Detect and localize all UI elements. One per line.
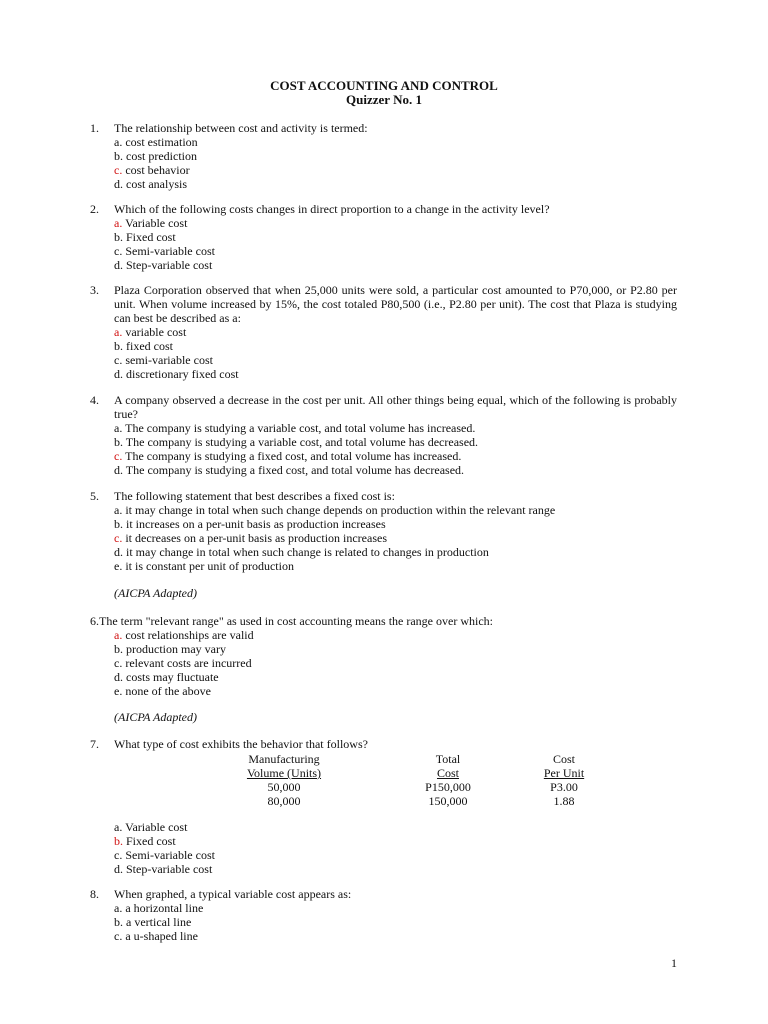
option-b [114,642,677,656]
option-text: a vertical line [126,915,192,929]
option-letter: c. [114,929,123,943]
option-letter: e. [114,684,123,698]
option-text: cost analysis [126,177,187,191]
option-text: Semi-variable cost [125,848,215,862]
option-letter: d. [114,545,123,559]
option-c [114,848,677,862]
option-a [114,503,677,517]
option-a [114,421,677,435]
option-letter: c. [114,656,123,670]
option-text: none of the above [125,684,211,698]
question-number: 1. [90,121,99,135]
option-c [114,163,677,177]
answer-marker-letter: a. [114,216,123,230]
option-list [114,135,677,191]
question-3 [90,283,677,381]
answer-marker-letter: c. [114,449,123,463]
option-letter: d. [114,367,123,381]
option-text: relevant costs are incurred [125,656,252,670]
option-d [114,258,677,272]
question-number: 5. [90,489,99,503]
option-text: Variable cost [125,216,188,230]
option-letter: c. [114,244,123,258]
option-list [114,820,677,876]
answer-marker-letter: c. [114,163,123,177]
column-total-cost [406,752,490,808]
option-a [114,901,677,915]
option-list [114,628,677,698]
option-text: a horizontal line [125,901,204,915]
option-text: The company is studying a fixed cost, and total volume has increased. [125,449,462,463]
option-text: production may vary [126,642,226,656]
question-number: 2. [90,202,99,216]
option-text: it may change in total when such change is related to changes in production [126,545,489,559]
option-d [114,862,677,876]
answer-marker-letter: a. [114,628,123,642]
option-text: costs may fluctuate [126,670,219,684]
question-stem: Which of the following costs changes in direct proportion to a change in the activity level? [114,202,550,216]
option-c [114,449,677,463]
option-letter: b. [114,230,123,244]
question-6 [90,614,677,698]
option-letter: a. [114,135,123,149]
option-letter: b. [114,339,123,353]
table-cell: 80,000 [267,794,301,808]
option-b [114,834,677,848]
option-text: cost estimation [125,135,198,149]
option-letter: b. [114,642,123,656]
option-letter: b. [114,435,123,449]
option-letter: e. [114,559,123,573]
question-stem: What type of cost exhibits the behavior that follows? [114,737,368,751]
option-letter: c. [114,848,123,862]
option-text: it may change in total when such change depends on production within the relevant range [125,503,556,517]
option-letter: d. [114,670,123,684]
question-stem: 6.The term "relevant range" as used in cost accounting means the range over which: [90,614,493,628]
option-d [114,367,677,381]
option-b [114,230,677,244]
option-text: cost relationships are valid [125,628,254,642]
question-number: 8. [90,887,99,901]
question-7-options [90,820,677,876]
option-letter: a. [114,421,123,435]
option-letter: d. [114,463,123,477]
option-letter: b. [114,915,123,929]
option-text: it increases on a per-unit basis as production increases [126,517,386,531]
question-2 [90,202,677,272]
option-c [114,244,677,258]
column-header: Volume (Units) [246,766,322,780]
question-5 [90,489,677,573]
option-text: The company is studying a fixed cost, and total volume has decreased. [125,463,465,477]
option-letter: b. [114,149,123,163]
table-cell: P3.00 [550,780,578,794]
option-text: it is constant per unit of production [125,559,294,573]
option-c [114,929,677,943]
option-d [114,177,677,191]
option-d [114,545,677,559]
table-cell: 1.88 [553,794,575,808]
column-header: Cost [552,752,575,766]
option-text: semi-variable cost [125,353,213,367]
option-text: Semi-variable cost [125,244,215,258]
option-text: cost prediction [126,149,197,163]
option-e [114,684,677,698]
source-note: (AICPA Adapted) [114,586,197,600]
answer-marker-letter: c. [114,531,123,545]
option-text: discretionary fixed cost [126,367,239,381]
option-a [114,325,677,339]
option-text: The company is studying a variable cost, and total volume has decreased. [125,435,479,449]
option-text: cost behavior [125,163,190,177]
option-c [114,353,677,367]
option-text: Variable cost [125,820,188,834]
column-header: Cost [436,766,459,780]
option-list [114,216,677,272]
question-number: 7. [90,737,99,751]
question-number: 4. [90,393,99,407]
question-8 [90,887,677,943]
option-list [114,325,677,381]
column-volume [226,752,342,808]
option-letter: c. [114,353,123,367]
option-list [114,421,677,477]
option-letter: a. [114,901,123,915]
option-letter: a. [114,503,123,517]
column-header: Manufacturing [248,752,320,766]
page-title: COST ACCOUNTING AND CONTROL [270,78,498,93]
option-text: it decreases on a per-unit basis as production increases [125,531,387,545]
option-a [114,135,677,149]
option-list [114,901,677,943]
option-c [114,531,677,545]
option-a [114,216,677,230]
option-text: Fixed cost [126,834,176,848]
page-subtitle: Quizzer No. 1 [346,92,422,107]
option-b [114,435,677,449]
option-b [114,149,677,163]
option-text: variable cost [125,325,187,339]
question-4 [90,393,677,477]
option-text: Step-variable cost [126,862,213,876]
table-cell: P150,000 [425,780,471,794]
option-letter: d. [114,258,123,272]
option-text: The company is studying a variable cost, and total volume has increased. [125,421,476,435]
option-a [114,820,677,834]
column-cost-per-unit [522,752,606,808]
option-b [114,339,677,353]
source-note: (AICPA Adapted) [114,710,197,724]
table-cell: 50,000 [267,780,301,794]
option-d [114,670,677,684]
option-e [114,559,677,573]
table-cell: 150,000 [428,794,468,808]
option-a [114,628,677,642]
question-1 [90,121,677,191]
option-letter: d. [114,862,123,876]
option-text: Step-variable cost [126,258,213,272]
option-list [114,503,677,573]
column-header: Per Unit [543,766,585,780]
answer-marker-letter: a. [114,325,123,339]
option-letter: b. [114,517,123,531]
option-text: a u-shaped line [125,929,198,943]
option-letter: d. [114,177,123,191]
option-d [114,463,677,477]
option-text: Fixed cost [126,230,176,244]
option-letter: a. [114,820,123,834]
question-stem: When graphed, a typical variable cost appears as: [114,887,352,901]
option-text: fixed cost [126,339,173,353]
option-c [114,656,677,670]
option-b [114,915,677,929]
question-7 [90,737,677,751]
question-stem: The following statement that best describes a fixed cost is: [114,489,395,503]
page-number: 1 [671,956,677,970]
question-stem: Plaza Corporation observed that when 25,000 units were sold, a particular cost amounted to P70,000, or P2.80 per unit. When volume increased by 15%, the cost totaled P80,500 (i.e., P2.80 per unit). The cost that Plaza is studying can best be described as a: [114,283,677,325]
question-stem: The relationship between cost and activity is termed: [114,121,368,135]
answer-marker-letter: b. [114,834,123,848]
question-number: 3. [90,283,99,297]
question-stem: A company observed a decrease in the cost per unit. All other things being equal, which of the following is probably true? [114,393,677,421]
option-b [114,517,677,531]
column-header: Total [435,752,461,766]
